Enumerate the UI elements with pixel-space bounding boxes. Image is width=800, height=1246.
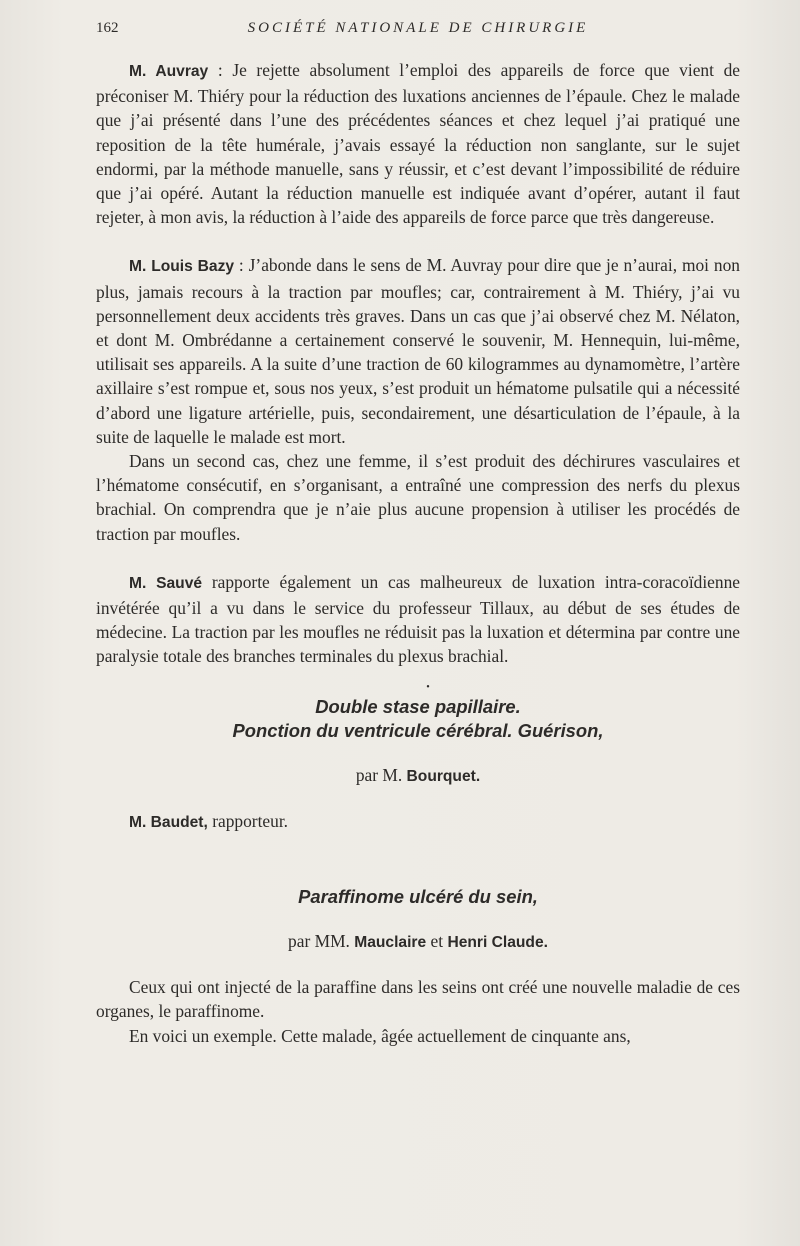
section1-author: Bourquet. (406, 767, 481, 785)
section1-rapporteur (96, 809, 740, 835)
speaker-bazy: M. Louis Bazy (129, 258, 235, 276)
section1-by: par M. (355, 764, 407, 785)
section2-and: et (426, 931, 448, 952)
auvray-text: : Je rejette absolument l’emploi des appareils de force que vient de préconiser M. Thiéry pour la réduction des luxations anciennes de l’épaule. Chez le malade que j’ai présenté dans l’une des précédentes séances et chez lequel j’ai pratiqué une reposition de la tête humérale, j’avais essayé la réduction non sanglante, sur le sujet endormi, par la méthode manuelle, sans y réussir, et c’est devant l’impossibilité de réduire que j’ai opéré. Autant la réduction manuelle est indiquée avant d’opérer, autant il faut rejeter, à mon avis, la réduction à l’aide des appareils de force parce que très dangereuse. (96, 60, 740, 228)
section1-byline (96, 763, 740, 789)
bazy-text: : J’abonde dans le sens de M. Auvray pour dire que je n’aurai, moi non plus, jamais recours à la traction par moufles; car, contrairement à M. Thiéry, j’ai vu personnellement deux accidents très graves. Dans un cas que j’ai observé chez M. Nélaton, et dont M. Ombrédanne a certainement conservé le souvenir, M. Hennequin, lui-même, utilisait ses appareils. A la suite d’une traction de 60 kilogrammes au dynamomètre, l’artère axillaire s’est rompue et, sous nos yeux, s’est produit un hématome pulsatile qui a nécessité d’abord une ligature artérielle, puis, secondairement, une désarticulation de l’épaule, à la suite de laquelle le malade est mort. (96, 255, 740, 447)
section1-title-line2: Ponction du ventricule cérébral. Guérison, (232, 719, 604, 741)
section1-title-line1: Double stase papillaire. (315, 695, 521, 717)
closing-paragraph-2: En voici un exemple. Cette malade, âgée actuellement de cinquante ans, (129, 1025, 631, 1046)
speaker-auvray: M. Auvray (129, 63, 209, 80)
section2-author1: Mauclaire (354, 934, 427, 952)
ornament-dot: • (426, 681, 430, 693)
auvray-paragraph (96, 58, 740, 229)
sauve-paragraph (96, 570, 740, 669)
speaker-sauve: M. Sauvé (129, 574, 203, 592)
bazy-paragraph (96, 253, 740, 449)
rapporteur-name: M. Baudet, (129, 813, 208, 831)
page-number: 162 (96, 20, 119, 36)
closing-paragraph-1: Ceux qui ont injecté de la paraffine dans les seins ont créé une nouvelle maladie de ces organes, le paraffinome. (96, 977, 740, 1022)
sauve-text: rapporte également un cas malheureux de luxation intra-coracoïdienne invétérée qu’il a vu dans le service du professeur Tillaux, au début de ses études de médecine. La traction par les moufles ne réduisit pas la luxation et détermina par contre une paralysie totale des branches terminales du plexus brachial. (96, 571, 740, 667)
page-body (96, 58, 740, 1048)
section2-title: Paraffinome ulcéré du sein, (298, 886, 538, 908)
section2-byline (96, 929, 740, 955)
section2-by: par MM. (288, 931, 355, 952)
section2-author2: Henri Claude. (447, 934, 548, 952)
bazy-paragraph-2: Dans un second cas, chez une femme, il s’est produit des déchirures vasculaires et l’hématome consécutif, en s’organisant, a entraîné une compression des nerfs du plexus brachial. On comprendra que je n’aie plus aucune propension à utiliser les procédés de traction par moufles. (96, 451, 740, 544)
running-title: SOCIÉTÉ NATIONALE DE CHIRURGIE (247, 20, 589, 36)
running-header (96, 20, 740, 44)
rapporteur-role: rapporteur. (207, 810, 289, 831)
